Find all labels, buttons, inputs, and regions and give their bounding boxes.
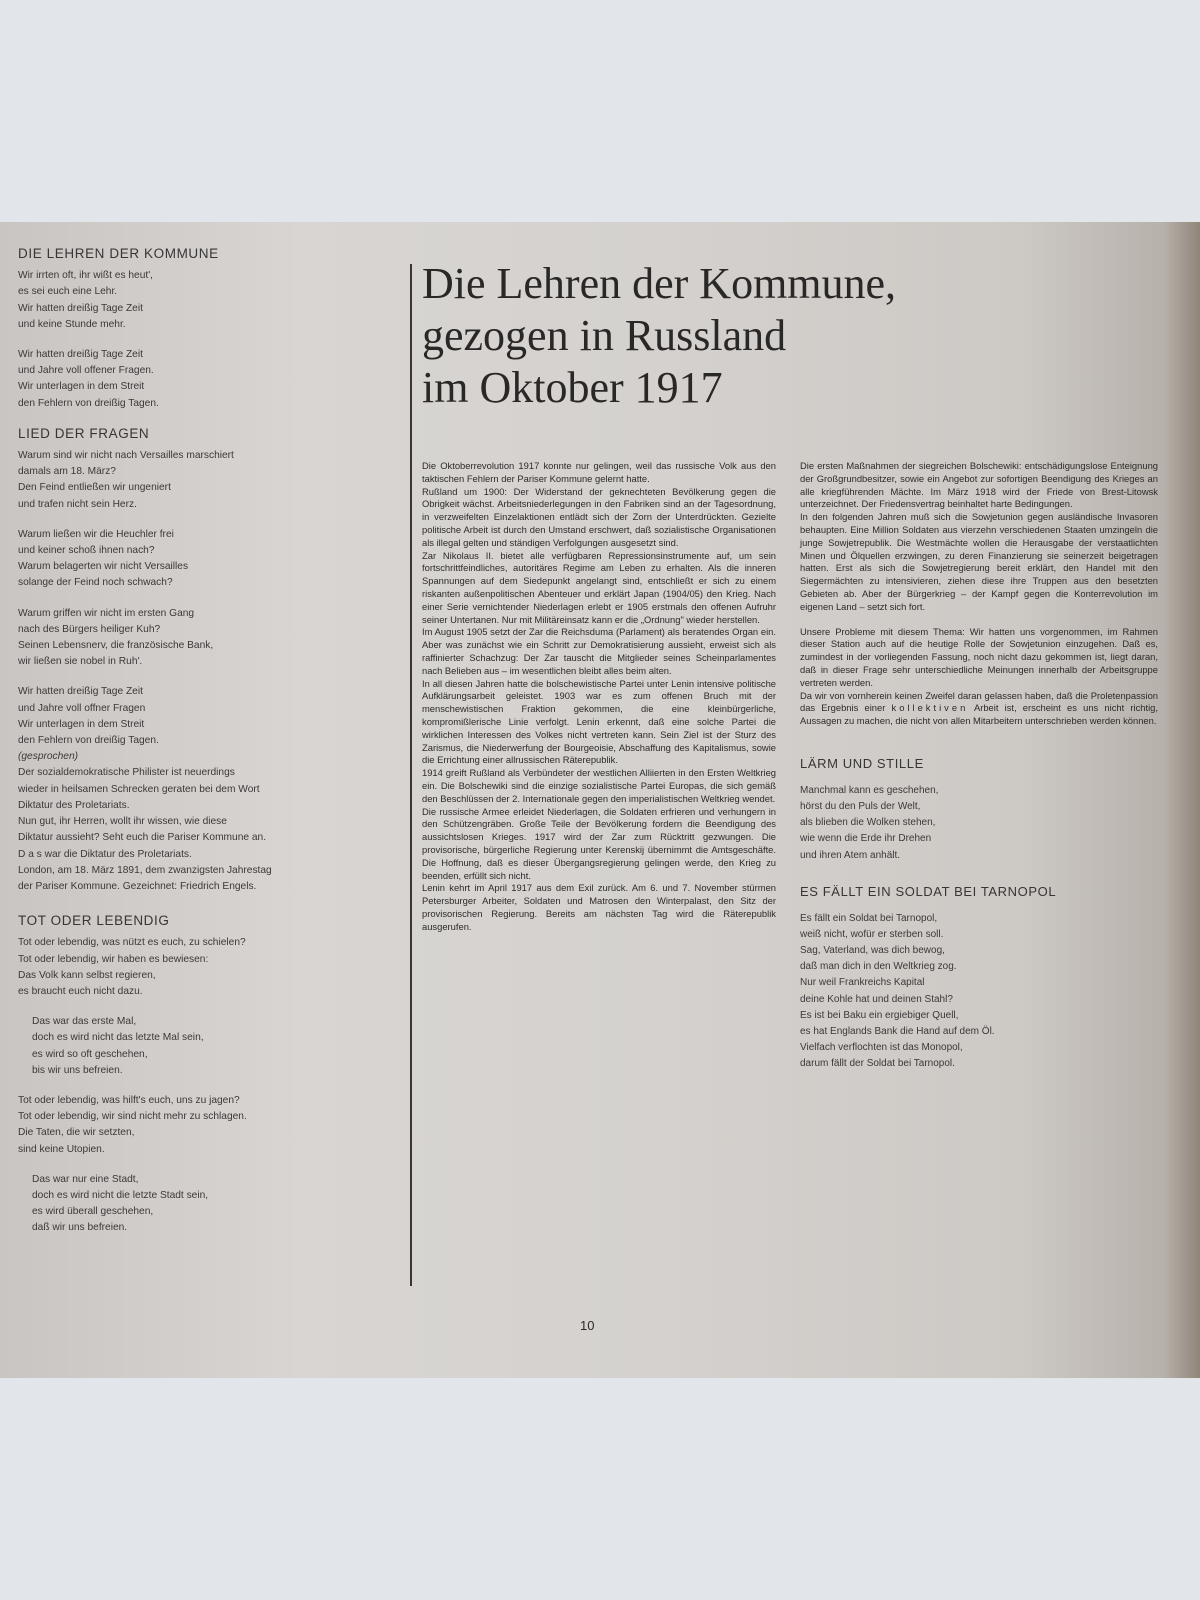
heading-laerm-und-stille: LÄRM UND STILLE — [800, 755, 924, 771]
verse-line: hörst du den Puls der Welt, — [800, 800, 921, 812]
verse-line: deine Kohle hat und deinen Stahl? — [800, 993, 953, 1005]
engels-quote — [18, 765, 358, 895]
verse-line: als blieben die Wolken stehen, — [800, 817, 936, 829]
verse-line: es wird so oft geschehen, — [32, 1048, 148, 1060]
page-title — [422, 258, 1062, 414]
stanza — [800, 783, 1158, 864]
verse-line: Nur weil Frankreichs Kapital — [800, 977, 925, 989]
verse-line: Den Feind entließen wir ungeniert — [18, 482, 171, 494]
verse-line: und ihren Atem anhält. — [800, 849, 901, 861]
verse-line: Wir unterlagen in dem Streit — [18, 718, 145, 730]
verse-line: daß wir uns befreien. — [32, 1222, 128, 1234]
verse-line: Tot oder lebendig, wir sind nicht mehr zu schlagen. — [18, 1111, 247, 1123]
paragraph: Die russische Armee erleidet Niederlagen, die Soldaten erfrieren und verhungern in den Schützengräben. Große Teile der Bevölkerung fordern die Beendigung des aussichtslosen Krieges. 1917 wird der Zar zum Rücktritt gezwungen. Die provisorische, bürgerliche Regierung unter Kerenskij übernimmt die Amtsgeschäfte. Die Hoffnung, daß es dieser Übergangsregierung gelingen werde, den Krieg zu beenden, erfüllt sich nicht. — [422, 805, 776, 881]
title-line: im Oktober 1917 — [422, 363, 723, 412]
verse-line: damals am 18. März? — [18, 466, 116, 478]
verse-line: wir ließen sie nobel in Ruh'. — [18, 656, 143, 668]
verse-line: Vielfach verflochten ist das Monopol, — [800, 1042, 963, 1054]
middle-column — [422, 460, 776, 933]
verse-line: Warum ließen wir die Heuchler frei — [18, 528, 174, 540]
stanza — [18, 268, 358, 333]
stanza — [18, 347, 358, 412]
text-span: Arbeit ist, erscheint es uns nicht richtig, Aussagen zu machen, die nicht von allen Mitarbeitern unterschrieben werden können. — [800, 702, 1158, 727]
verse-line: Wir unterlagen in dem Streit — [18, 381, 145, 393]
verse-line: Das war das erste Mal, — [32, 1016, 137, 1028]
verse-line: es hat Englands Bank die Hand auf dem Öl. — [800, 1025, 995, 1037]
stanza — [18, 1093, 358, 1158]
verse-line: und Jahre voll offener Fragen. — [18, 365, 154, 377]
stanza — [18, 527, 358, 592]
stanza — [18, 935, 358, 1000]
verse-line: Es fällt ein Soldat bei Tarnopol, — [800, 912, 938, 924]
verse-line: doch es wird nicht das letzte Mal sein, — [32, 1032, 204, 1044]
verse-line: Warum belagerten wir nicht Versailles — [18, 561, 189, 573]
verse-line: und keine Stunde mehr. — [18, 318, 126, 330]
stanza — [18, 448, 358, 513]
verse-line: Es ist bei Baku ein ergiebiger Quell, — [800, 1009, 959, 1021]
right-column — [800, 460, 1158, 1087]
left-column — [18, 246, 358, 1251]
verse-line: Die Taten, die wir setzten, — [18, 1127, 135, 1139]
verse-line: weiß nicht, wofür er sterben soll. — [800, 928, 944, 940]
verse-line: Wir irrten oft, ihr wißt es heut', — [18, 270, 153, 282]
quote-line: Diktatur des Proletariats. — [18, 799, 130, 811]
heading-tot-oder-lebendig: TOT ODER LEBENDIG — [18, 913, 170, 929]
book-page — [0, 222, 1200, 1378]
paragraph: 1914 greift Rußland als Verbündeter der westlichen Alliierten in den Ersten Weltkrieg ein. Die Bolschewiki sind die einzige sozialistische Partei Europas, die sich gemäß den Beschlüssen der 2. Internationale gegen den imperialistischen Weltkrieg wendet. — [422, 767, 776, 804]
verse-line: Das war nur eine Stadt, — [32, 1173, 139, 1185]
verse-line: doch es wird nicht die letzte Stadt sein, — [32, 1189, 209, 1201]
quote-line: D a s war die Diktatur des Proletariats. — [18, 848, 192, 860]
paragraph: Rußland um 1900: Der Widerstand der geknechteten Bevölkerung gegen die Obrigkeit wächst. Arbeitsniederlegungen in den Fabriken sind an der Tagesordnung, in verzweifelten Einzelaktionen entlädt sich der Zorn der Unterdrückten. Gezielte politische Arbeit ist durch den Umstand erschwert, daß sozialistische Organisationen als illegal gelten und ständigen Verfolgungen ausgesetzt sind. — [422, 485, 776, 548]
quote-line: Diktatur aussieht? Seht euch die Pariser Kommune an. — [18, 832, 267, 844]
verse-line: Wir hatten dreißig Tage Zeit — [18, 349, 143, 361]
refrain — [18, 1172, 358, 1237]
verse-line: Tot oder lebendig, was hilft's euch, uns zu jagen? — [18, 1094, 240, 1106]
emphasis-span: kollektiven — [891, 702, 969, 714]
verse-line: es braucht euch nicht dazu. — [18, 985, 143, 997]
quote-line: Der sozialdemokratische Philister ist neuerdings — [18, 767, 235, 779]
paragraph: Die ersten Maßnahmen der siegreichen Bolschewiki: entschädigungslose Enteignung der Großgrundbesitzer, sowie ein Angebot zur sofortigen Beendigung des Krieges an alle kriegführenden Mächte. Im März 1918 wird der Friede von Brest-Litowsk unterzeichnet. Der Friedensvertrag beinhaltet harte Bedingungen. — [800, 460, 1158, 510]
verse-line: darum fällt der Soldat bei Tarnopol. — [800, 1058, 955, 1070]
verse-line: und Jahre voll offner Fragen — [18, 702, 146, 714]
quote-line: der Pariser Kommune. Gezeichnet: Friedrich Engels. — [18, 880, 257, 892]
verse-line: Tot oder lebendig, was nützt es euch, zu schielen? — [18, 937, 246, 949]
paragraph: Zar Nikolaus II. bietet alle verfügbaren Repressionsinstrumente auf, um sein fortschrittfeindliches, autoritäres Regime am Leben zu erhalten. Als die inneren Spannungen auf dem Siedepunkt angelangt sind, entschließt er sich zu einem riskanten außenpolitischen Abenteuer und erklärt Japan (1904/05) den Krieg. Nach einer Serie vernichtender Niederlagen erlebt er 1905 erstmals den offenen Aufruhr seiner Untertanen. Nur mit Militäreinsatz kann er die „Ordnung" wieder herstellen. — [422, 549, 776, 625]
title-line: Die Lehren der Kommune, — [422, 259, 897, 308]
heading-fragen: LIED DER FRAGEN — [18, 425, 150, 441]
verse-line: Warum griffen wir nicht im ersten Gang — [18, 607, 195, 619]
title-line: gezogen in Russland — [422, 311, 787, 360]
stanza — [18, 684, 358, 749]
verse-line: solange der Feind noch schwach? — [18, 577, 173, 589]
verse-line: es sei euch eine Lehr. — [18, 286, 118, 298]
spoken-label: (gesprochen) — [18, 751, 79, 763]
paragraph: Im August 1905 setzt der Zar die Reichsduma (Parlament) als beratendes Organ ein. Aber was zunächst wie ein Schritt zur Demokratisierung aussieht, erweist sich als raffinierter Schachzug: Der Zar tauscht die Mitglieder seines Scheinparlamentes nach Belieben aus – im wesentlichen bleibt alles beim alten. — [422, 626, 776, 676]
problems-paragraph — [800, 690, 1158, 728]
verse-line: Das Volk kann selbst regieren, — [18, 969, 156, 981]
stanza — [800, 911, 1158, 1073]
verse-line: Wir hatten dreißig Tage Zeit — [18, 302, 143, 314]
quote-line: London, am 18. März 1891, dem zwanzigsten Jahrestag — [18, 864, 272, 876]
paragraph: In all diesen Jahren hatte die bolschewistische Partei unter Lenin intensive politische Aufklärungsarbeit geleistet. 1903 war es zum offenen Bruch mit der menschewistischen Fraktion gekommen, die eine kleinbürgerliche, kompromißlerische Linie verfolgt. Lenin erkennt, daß eine solche Partei die wirklichen Interessen des Volkes nicht vertreten kann. Sein Ziel ist der Sturz des Zarismus, die Niederwerfung der Bourgeoisie, Abschaffung des Kapitalismus, sowie die Errichtung einer allrussischen Räterepublik. — [422, 677, 776, 766]
verse-line: Wir hatten dreißig Tage Zeit — [18, 686, 143, 698]
verse-line: und trafen nicht sein Herz. — [18, 498, 137, 510]
verse-line: es wird überall geschehen, — [32, 1206, 154, 1218]
verse-line: Seinen Lebensnerv, die französische Bank, — [18, 640, 214, 652]
verse-line: Warum sind wir nicht nach Versailles marschiert — [18, 450, 234, 462]
heading-lehren: DIE LEHREN DER KOMMUNE — [18, 246, 219, 261]
refrain — [18, 1014, 358, 1079]
verse-line: den Fehlern von dreißig Tagen. — [18, 735, 159, 747]
column-divider — [410, 264, 412, 1286]
verse-line: wie wenn die Erde ihr Drehen — [800, 833, 932, 845]
verse-line: nach des Bürgers heiliger Kuh? — [18, 623, 161, 635]
verse-line: sind keine Utopien. — [18, 1143, 105, 1155]
verse-line: Manchmal kann es geschehen, — [800, 784, 939, 796]
verse-line: Sag, Vaterland, was dich bewog, — [800, 944, 945, 956]
verse-line: daß man dich in den Weltkrieg zog. — [800, 961, 957, 973]
stanza — [18, 606, 358, 671]
verse-line: Tot oder lebendig, wir haben es bewiesen: — [18, 953, 209, 965]
quote-line: Nun gut, ihr Herren, wollt ihr wissen, wie diese — [18, 816, 227, 828]
heading-tarnopol: ES FÄLLT EIN SOLDAT BEI TARNOPOL — [800, 883, 1057, 899]
verse-line: den Fehlern von dreißig Tagen. — [18, 397, 159, 409]
paragraph: In den folgenden Jahren muß sich die Sowjetunion gegen ausländische Invasoren behaupten. Eine Million Soldaten aus vierzehn verschiedenen Staaten umzingeln die junge Sowjetrepublik. Die Westmächte wollen die Herausgabe der verstaatlichten Minen und Ölquellen erzwingen, zu deren Finanzierung sie seinerzeit beigetragen hatten. Erst als sich die Sowjetregierung bereit erklärt, den Handel mit den Siegermächten zu intensivieren, ziehen diese ihre Truppen aus den besetzten Gebieten ab. Aber der Bürgerkrieg – der Kampf gegen die Konterrevolution im eigenen Land – setzt sich fort. — [800, 511, 1158, 612]
paragraph: Lenin kehrt im April 1917 aus dem Exil zurück. Am 6. und 7. November stürmen Petersburger Arbeiter, Soldaten und Matrosen den Winterpalast, den Sitz der provisorischen Regierung. Bereits am nächsten Tag wird die Räterepublik ausgerufen. — [422, 882, 776, 932]
verse-line: und keiner schoß ihnen nach? — [18, 545, 155, 557]
text-span: Da wir von vornherein keinen Zweifel daran gelassen haben, daß die Proletenpassion das Ergebnis einer — [800, 689, 1158, 714]
problems-paragraph: Unsere Probleme mit diesem Thema: Wir hatten uns vorgenommen, im Rahmen dieser Station auch auf die heutige Rolle der Sowjetunion einzugehen. Daß es, zumindest in der vorliegenden Fassung, noch nicht dazu gekommen ist, liegt daran, daß in dieser Frage sehr unterschiedliche Meinungen innerhalb der Arbeitsgruppe vertreten werden. — [800, 625, 1158, 688]
paragraph: Die Oktoberrevolution 1917 konnte nur gelingen, weil das russische Volk aus den taktischen Fehlern der Pariser Kommune gelernt hatte. — [422, 460, 776, 484]
page-number: 10 — [580, 1318, 595, 1333]
quote-line: wieder in heilsamen Schrecken geraten bei dem Wort — [18, 783, 260, 795]
verse-line: bis wir uns befreien. — [32, 1064, 123, 1076]
